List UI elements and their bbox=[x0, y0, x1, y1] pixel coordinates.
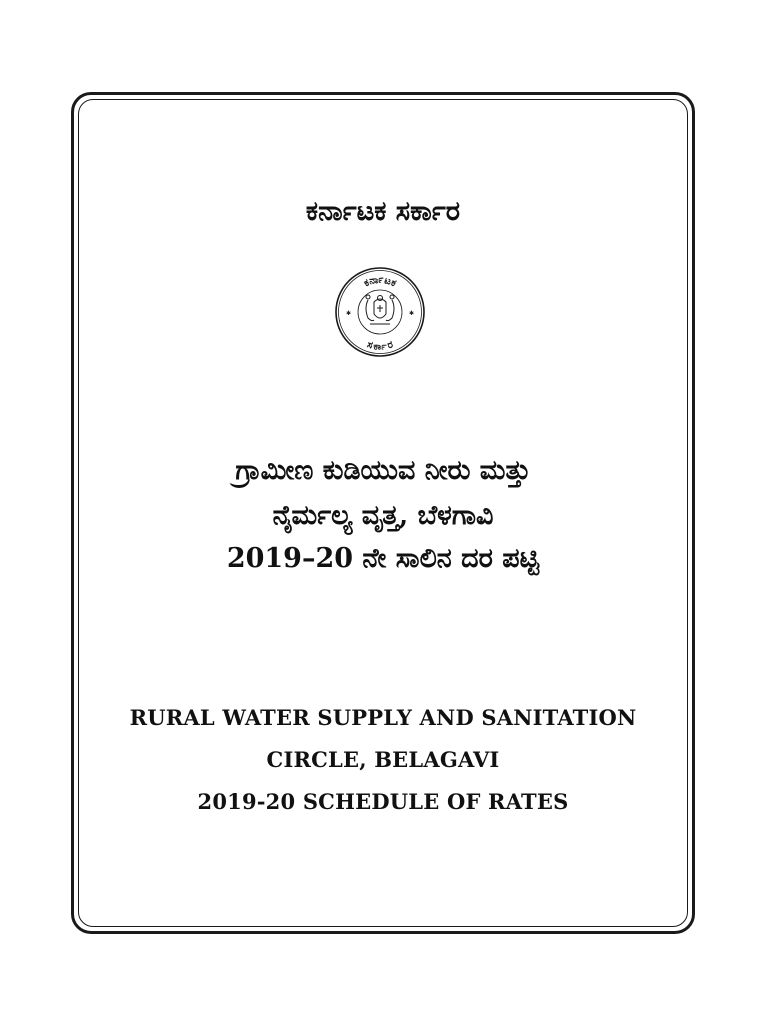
english-title-line-3: 2019-20 SCHEDULE OF RATES bbox=[197, 789, 569, 814]
government-heading: ಕರ್ನಾಟಕ ಸರ್ಕಾರ bbox=[305, 196, 461, 227]
svg-text:✱: ✱ bbox=[409, 310, 415, 317]
english-title-line-2: CIRCLE, BELAGAVI bbox=[266, 747, 500, 772]
kannada-title-line-1: ಗ್ರಾಮೀಣ ಕುಡಿಯುವ ನೀರು ಮತ್ತು bbox=[235, 455, 531, 486]
kannada-title-line-2: ನೈರ್ಮಲ್ಯ ವೃತ್ತ, ಬೆಳಗಾವಿ bbox=[272, 500, 494, 531]
svg-text:✱: ✱ bbox=[346, 310, 352, 317]
english-title-line-1: RURAL WATER SUPPLY AND SANITATION bbox=[129, 705, 637, 730]
kannada-title-line-3: 2019–20 ನೇ ಸಾಲಿನ ದರ ಪಟ್ಟಿ bbox=[226, 543, 540, 574]
emblem-top-text: ಕರ್ನಾಟಕ bbox=[362, 274, 398, 290]
emblem-bottom-text: ಸರ್ಕಾರ bbox=[365, 339, 395, 353]
karnataka-emblem-icon bbox=[334, 266, 426, 358]
